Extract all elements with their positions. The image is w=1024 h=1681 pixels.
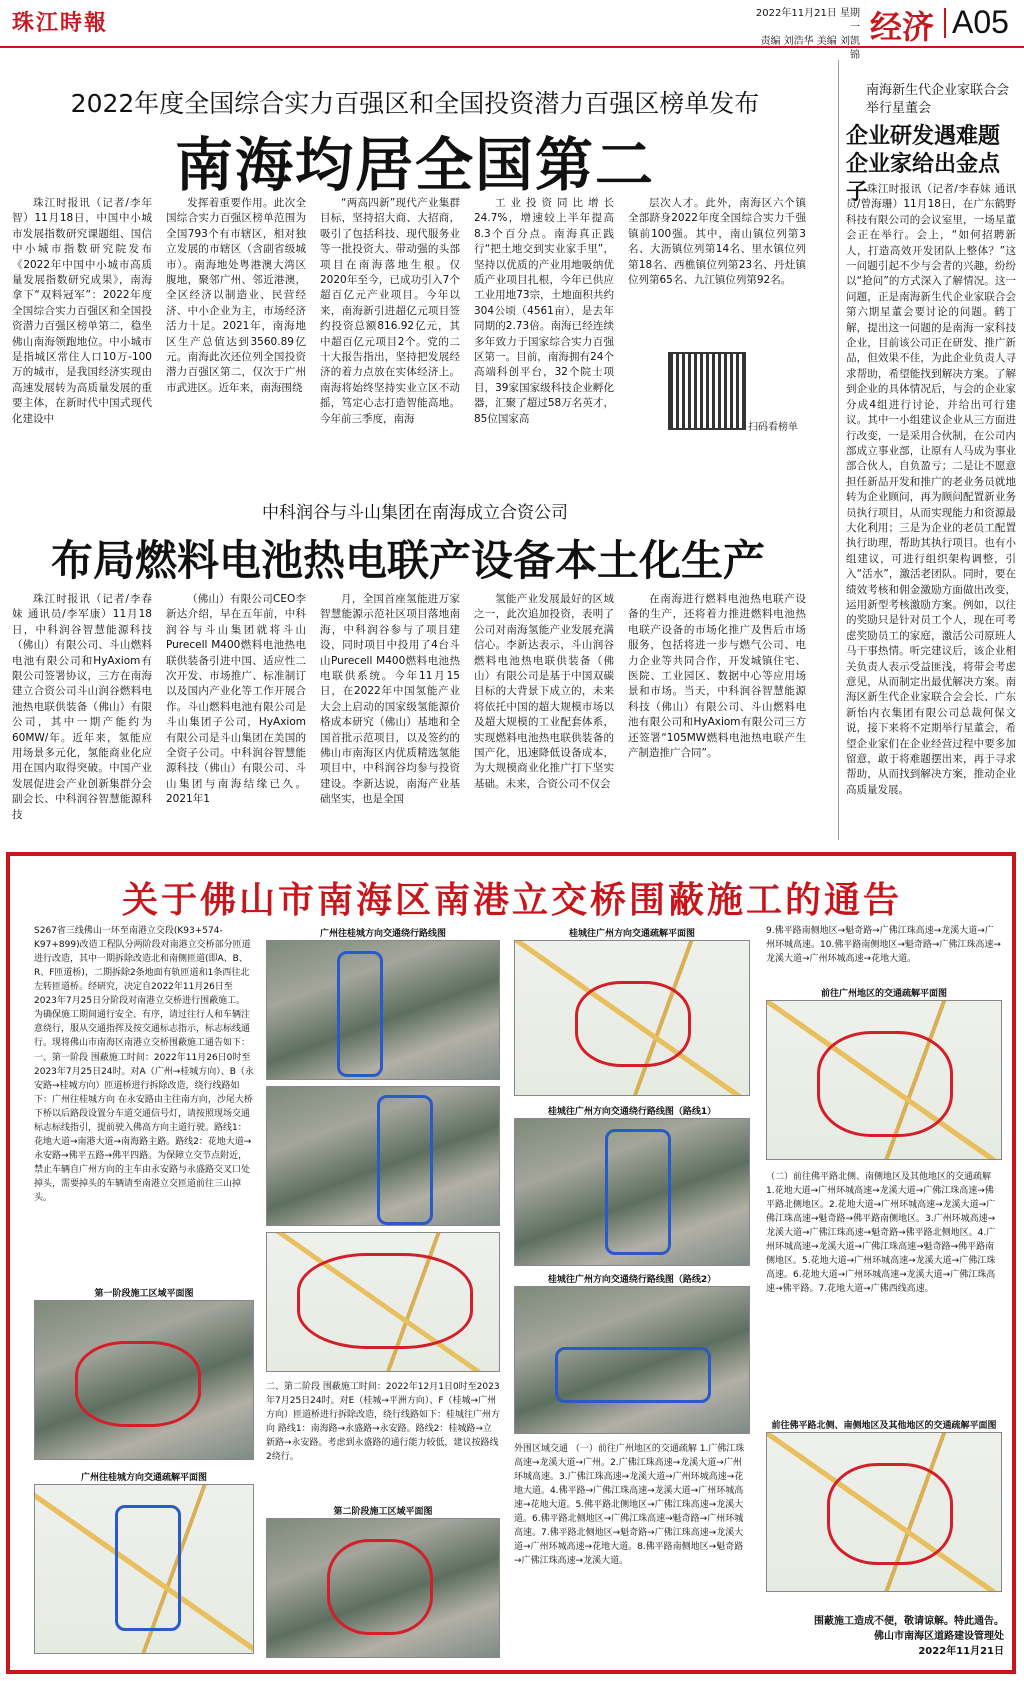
story2-column-3: 月，全国首座氢能进万家智慧能源示范社区项目落地南海，中科润谷参与了项目建设，同时项目中投用了4台斗山Purecell M400燃料电池热电联供系统。今年11月15日，在2022年中国氢能产业大会上启动的国家级氢能源价格成本研究（佛山）基地和全国首批示范项目，以及签约的佛山市南海区内优质精选氢能项目中，中科润谷均参与投资建设。李新达说，南海产业基础坚实，也是全国: [320, 593, 460, 806]
story1-headline: 南海均居全国第二: [174, 131, 655, 199]
route-outline: [827, 1463, 953, 1565]
story1-column-1: 珠江时报讯（记者/李年智）11月18日，中国中小城市发展指数研究课题组、国信中小城市指数研究院发布《2022年中国中小城市高质量发展指数研究成果》，南海拿下“双料冠军”：2022年度全国综合实力百强区和全国投资潜力百强区榜单第二，稳坐佛山南海领跑地位。中小城市是指城区常住人口10万-100万的城市，是我国经济实现由高速发展转为高质量发展的重要主体，在新时代中国式现代化建设中: [12, 197, 152, 425]
map-caption-phase2: 第二阶段施工区域平面图: [333, 1507, 433, 1517]
route-line: [377, 1095, 433, 1225]
route-line: [605, 1129, 671, 1255]
sign-line1: 围蔽施工造成不便，敬请谅解。特此通告。: [814, 1616, 1004, 1627]
phase1-area-map: [34, 1300, 254, 1460]
notice-regional-traffic: 外围区域交通 （一）前往广州地区的交通疏解 1.广佛江珠高速→龙溪大道→广州。2.广佛江珠高速→龙溪大道→广州环城高速。3.广佛江珠高速→龙溪大道→广州环城高速→花地大道。4.佛平路→广佛江珠高速→龙溪大道→广州环城高速→花地大道。5.佛平路北侧地区→广佛江珠高速→龙溪大道。6.佛平路北侧地区→广佛江珠高速→魁奇路→广州环城高速。7.佛平路北侧地区→魁奇路→广佛江珠高速→龙溪大道→广州环城高速→花地大道。8.佛平路南侧地区→魁奇路→广佛江珠高速→龙溪大道。: [514, 1444, 745, 1566]
editors: 责编 刘浩华 美编 刘凯锦: [760, 36, 860, 61]
story2-column-2: （佛山）有限公司CEO李新达介绍，早在五年前，中科润谷与斗山集团就将斗山Purecell M400燃料电池热电联供装备引进中国、适应性二次开发、市场推广、标准制订以及国内产业化等工作开展合作。斗山燃料电池有限公司是斗山集团子公司，HyAxiom有限公司是斗山集团在美国的全资子公司。中科润谷智慧能源科技（佛山）有限公司、斗山集团与南海结缘已久。2021年1: [166, 593, 306, 806]
route1-photo: [514, 1118, 750, 1266]
section-name: 经济: [870, 8, 935, 46]
route-line: [337, 951, 383, 1077]
story2-column-1: 珠江时报讯（记者/李春妹 通讯员/李军康）11月18日，中科润谷智慧能源科技（佛山）有限公司、斗山燃料电池有限公司和HyAxiom有限公司签署协议，三方在南海建立合资公司斗山润谷燃料电池热电联供装备（佛山）有限公司，其中一期产能约为60MW/年。近年来，氢能应用场景多元化，氢能商业化应用在国内取得突破。中国产业发展促进会产业创新集群分会副会长、中科润谷智慧能源科技: [12, 593, 152, 821]
guicheng-to-gz-plan-map: [514, 940, 750, 1096]
map-caption-guicheng-to-gz-plan: 桂城往广州方向交通疏解平面图: [568, 929, 695, 939]
divider: [944, 8, 946, 38]
story2-column-4: 氢能产业发展最好的区域之一，此次追加投资，表明了公司对南海氢能产业发展充满信心。李新达表示，斗山润谷燃料电池热电联供装备（佛山）有限公司是基于中国双碳目标的大背景下成立的，未来将依托中国的超大规模市场以及超大规模的工业配套体系，实现燃料电池热电联供装备的国产化，迅速降低设备成本，为大规模商业化推广打下坚实基础。未来，合资公司不仅会: [474, 593, 614, 790]
story1-subtitle: 2022年度全国综合实力百强区和全国投资潜力百强区榜单发布: [70, 89, 760, 118]
route2-photo: [514, 1286, 750, 1434]
page-number: A05: [952, 4, 1009, 40]
map-caption-gz-to-guicheng-detour: 广州往桂城方向交通疏解平面图: [80, 1473, 207, 1483]
qr-caption: 扫码看榜单: [748, 422, 798, 433]
story1-column-2: 发挥着重要作用。此次全国综合实力百强区榜单范围为全国793个有市辖区，相对独立发展的市辖区（含副省级城市）。南海地处粤港澳大湾区腹地，聚邻广州、邻近港澳，全区经济以制造业、民营经济、中小企业为主，市场经济活力十足。2021年，南海地区生产总值达到3560.89亿元。南海此次还位列全国投资潜力百强区第二，仅次于广州市武进区。近年来，南海围绕: [166, 197, 306, 394]
map-caption-gz-to-guicheng-route: 广州往桂城方向交通绕行路线图: [319, 929, 446, 939]
notice-routes-9-10: 9.佛平路南侧地区→魁奇路→广佛江珠高速→龙溪大道→广州环城高速。10.佛平路南侧地区→魁奇路→广佛江珠高速→龙溪大道→广州环城高速→花地大道。: [766, 926, 1001, 964]
gz-to-guicheng-route-photo: [266, 940, 500, 1080]
map-caption-route1: 桂城往广州方向交通绕行路线图（路线1）: [547, 1107, 717, 1117]
sign-date: 2022年11月21日: [918, 1646, 1004, 1657]
notice-intro: S267省三线佛山一环至南港立交段(K93+574-K97+899)改造工程队分两阶段对南港立交桥部分匝道进行改造，其中一期拆除改造北和南侧匝道(即A、B、R、F匝道桥)，二期拆除2条地面有轨匝道和1条西往北左转匝道桥。经研究，决定自2022年11月26日至2023年7月25日分阶段对南港立交桥进行围蔽施工。为确保施工期间通行安全、有序，请过往行人和车辆注意绕行，服从交通指挥及按交通标志指示，标志标线通行。现将佛山市南海区南港立交桥围蔽施工通告如下： 一、第一阶段 围蔽施工时间：2022年11月26日0时至2023年7月25日24时。对A（广州→桂城方向）、B（永安路→桂城方向）匝道桥进行拆除改造，绕行线路如下：广州往桂城方向 在永安路由主往南方向，沙尾大桥下桥以后路段设置分车道交通信号灯，请按照现场交通标志标线指引，提前驶入佛高方向主道行驶。路线1：花地大道→南港大道→南海路主路。路线2：花地大道→永安路→佛平五路→佛平四路。为保障立交节点附近，禁止车辆自广州方向的主车由永安路与永盛路交叉口处掉头，需要掉头的车辆请至南港立交匝道前往三山掉头。: [34, 926, 254, 1203]
to-guangzhou-map: [766, 1000, 1002, 1160]
sidebar-kicker: 南海新生代企业家联合会举行星董会: [866, 83, 1010, 116]
fopinglu-map: [766, 1432, 1002, 1592]
date: 2022年11月21日 星期一: [755, 8, 860, 33]
story2-column-5: 在南海进行燃料电池热电联产设备的生产，还将着力推进燃料电池热电联产设备的市场化推广及售后市场服务，包括将进一步与燃气公司、电力企业等共同合作，开发城镇住宅、医院、工业园区、数据中心等应用场景和市场。当天，中科润谷智慧能源科技（佛山）有限公司、斗山燃料电池有限公司和HyAxiom有限公司三方还签署“105MW燃料电池热电联产生产制造推广合同”。: [628, 593, 806, 760]
gz-to-guicheng-detour-map: [34, 1484, 254, 1654]
phase2-detour-map: [266, 1232, 500, 1372]
map-caption-phase1: 第一阶段施工区域平面图: [94, 1289, 194, 1299]
story1-column-4: 工业投资同比增长24.7%，增速较上半年提高8.3个百分点。南海真正践行“把土地交到实业家手里”，坚持以优质的产业用地吸纳优质产业项目扎根，今年已供应工业用地73宗，土地面积共约304公顷（4561亩），是去年同期的2.73倍。南海已经连续多年致力于国家综合实力百强区第一。目前，南海拥有24个高端科创平台，32个院士项目，39家国家级科技企业孵化器，汇聚了超过58万名英才，85位国家高: [474, 197, 614, 425]
story1-column-5: 层次人才。此外，南海区六个镇全部跻身2022年度全国综合实力千强镇前100强。其中，南山镇位列第3名、大沥镇位列第14名、里水镇位列第18名、西樵镇位列第23名、丹灶镇位列第65名、九江镇位列第92名。: [628, 197, 806, 287]
sign-issuer: 佛山市南海区道路建设管理处: [874, 1631, 1004, 1642]
closure-outline: [297, 1253, 473, 1349]
route-outline: [817, 1031, 953, 1137]
phase2-closure-outline: [327, 1539, 433, 1635]
notice-title: 关于佛山市南海区南港立交桥围蔽施工的通告: [121, 880, 902, 921]
map-caption-route2: 桂城往广州方向交通绕行路线图（路线2）: [547, 1275, 717, 1285]
story2-subtitle: 中科润谷与斗山集团在南海成立合资公司: [262, 503, 568, 523]
route-aerial-photo-2: [266, 1086, 500, 1226]
notice-phase2: 二、第二阶段 围蔽施工时间：2022年12月1日0时至2023年7月25日24时。对E（桂城→平洲方向）、F（桂城→广州方向）匝道桥进行拆除改造，绕行线路如下：桂城往广州方向 路线1：南海路→永盛路→永安路。路线2：桂城路→立新路→永安路。考虑到永盛路的通行能力较低，建议按路线2绕行。: [266, 1382, 500, 1462]
map-caption-fopinglu: 前往佛平路北侧、南侧地区及其他地区的交通疏解平面图: [771, 1421, 997, 1431]
story1-column-3: “两高四新”现代产业集群目标，坚持招大商、大招商，吸引了包括科技、现代服务业等一批投资大、带动强的头部项目在南海落地生根。仅2020年至今，已成功引入7个超百亿元产业项目。今年以来，南海新引进超亿元项目签约投资总额816.92亿元，其中超百亿元项目2个。党的二十大报告指出，坚持把发展经济的着力点放在实体经济上。南海将始终坚持实业立区不动摇，笃定心志打造智能高地。今年前三季度，南海: [320, 197, 460, 425]
notice-fopinglu-routes: （二）前往佛平路北侧、南侧地区及其他地区的交通疏解 1.花地大道→广州环城高速→龙溪大道→广佛江珠高速→佛平路北侧地区。2.花地大道→广州环城高速→龙溪大道→广佛江珠高速→魁奇路→佛平路南侧地区。3.广州环城高速→龙溪大道→广佛江珠高速→魁奇路→佛平路北侧地区。4.广州环城高速→龙溪大道→广佛江珠高速→魁奇路→佛平路南侧地区。5.花地大道→广州环城高速→龙溪大道→广佛江珠高速。6.花地大道→广州环城高速→龙溪大道→广佛江珠高速→佛平路。7.花地大道→广佛西线高速。: [766, 1172, 996, 1294]
dateline: [752, 7, 860, 63]
sidebar-body: 珠江时报讯（记者/李春妹 通讯员/曾海珊）11月18日，在广东鹤野科技有限公司的会议室里，一场星董会正在举行。会上，“如何招聘新人，打造高效开发团队上整体？”这一问题引起不少与会者的兴趣，纷纷以“抢问”的方式深入了解情况。这一问题，正是南海新生代企业家联合会第六期星董会要讨论的问题。鹤丁解，提出这一问题的是南海一家科技企业，目前该公司正在研发、推广新品，但效果不佳，为此企业负责人寻求帮助，希望能找到解决方案。了解到企业的具体情况后，与会的企业家分成4组进行讨论，并给出可行建议。其中一小组建议企业从三方面进行改变，一是采用合伙制，在公司内部成立事业部，让原有人马成为事业部合伙人，自负盈亏；二是让不愿意担任新品开发和推广的老业务员就地转为企业顾问，再为顾问配置新业务员执行项目，从而实现能力和资源最大化利用；三是为企业的老员工配置执行助理，帮助其执行项目。也有小组建议，可进行组织架构调整，引入“活水”，激活老团队。同时，要在绩效考核和佣金激励方面做出改变，运用新型考核激励方案。例如，以往的奖励只是针对员工个人，现在可考虑奖励员工的家庭，激活公司原班人马干事热情。听完建议后，该企业相关负责人表示受益匪浅，将带会考虑意见，从而制定出最优解决方案。南海区新生代企业家联合会会长、广东新怡内衣集团有限公司总裁何保文说，接下来将不定期举行星董会，希望企业家们在企业经营过程中要多加留意，敢于将难题摆出来，再于寻求帮助，从而找到解决方案，推动企业高质量发展。: [846, 183, 1016, 796]
route-line: [555, 1347, 711, 1403]
phase1-closure-outline: [75, 1341, 201, 1427]
sidebar-headline: 企业研发遇难题 企业家给出金点子: [846, 123, 1001, 205]
map-caption-to-guangzhou: 前往广州地区的交通疏解平面图: [820, 989, 947, 999]
notice-signature: [724, 1614, 1004, 1659]
detour-route: [115, 1505, 181, 1631]
route-outline: [575, 981, 691, 1067]
newspaper-logo: 珠江時報: [12, 10, 109, 36]
qr-code[interactable]: [668, 352, 746, 430]
sidebar-divider: [838, 60, 839, 840]
phase2-area-map: [266, 1518, 500, 1658]
story2-headline: 布局燃料电池热电联产设备本土化生产: [50, 536, 765, 585]
